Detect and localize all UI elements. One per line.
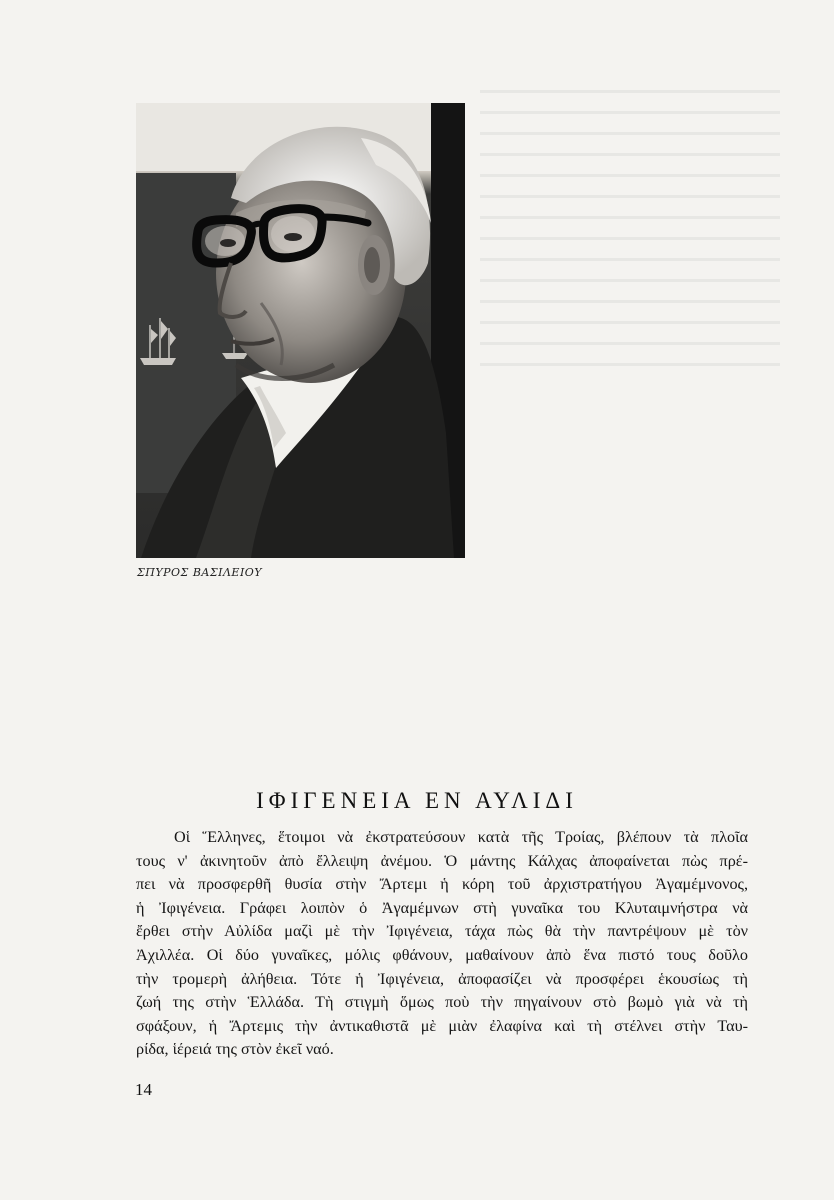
text-line: πει νὰ προσφερθῆ θυσία στὴν Ἄρτεμι ἡ κόρη τοῦ ἀρχιστρατήγου Ἀγαμέμνονος, (136, 875, 748, 894)
text-line: Οἱ Ἕλληνες, ἕτοιμοι νὰ ἐκστρατεύσουν κατὰ τῆς Τροίας, βλέπουν τὰ πλοῖα (174, 828, 748, 846)
photo-caption: ΣΠΥΡΟΣ ΒΑΣΙΛΕΙΟΥ (137, 566, 263, 579)
text-line: Ἀχιλλέα. Οἱ δύο γυναῖκες, μόλις φθάνουν, μαθαίνουν ἀπὸ ἕνα πιστό τους δοῦλο (136, 945, 748, 964)
page-number: 14 (135, 1080, 152, 1099)
paper-bleed-through (480, 90, 780, 390)
text-line: σφάξουν, ἡ Ἄρτεμις τὴν ἀντικαθιστᾶ μὲ μιὰν ἐλαφίνα καὶ τὴ στέλνει στὴν Ταυ- (136, 1016, 748, 1035)
section-title: ΙΦΙΓΕΝΕΙΑ ΕΝ ΑΥΛΙΔΙ (256, 788, 578, 813)
text-line: τὴν τρομερὴ ἀλήθεια. Τότε ἡ Ἰφιγένεια, ἀποφασίζει νὰ προσφέρει ἑκουσίως τὴ (136, 969, 748, 988)
text-line: ζωή της στὴν Ἑλλάδα. Τὴ στιγμὴ ὅμως ποὺ τὴν πηγαίνουν στὸ βωμὸ γιὰ νὰ τὴ (136, 993, 748, 1012)
portrait-photo (136, 103, 465, 558)
body-paragraph (136, 826, 748, 1062)
text-line: ἡ Ἰφιγένεια. Γράφει λοιπὸν ὁ Ἀγαμέμνων στὴ γυναῖκα του Κλυταιμνήστρα νὰ (136, 898, 748, 917)
text-line: ρίδα, ἱέρειά της στὸν ἐκεῖ ναό. (136, 1040, 334, 1059)
text-line: τους ν' ἀκινητοῦν ἀπὸ ἔλλειψη ἀνέμου. Ὁ μάντης Κάλχας ἀποφαίνεται πὼς πρέ- (136, 851, 748, 870)
portrait-illustration (136, 103, 465, 558)
text-line: ἔρθει στὴν Αὐλίδα μαζὶ μὲ τὴν Ἰφιγένεια, τάχα πὼς θὰ τὴν παντρέψουν μὲ τὸν (136, 922, 748, 941)
